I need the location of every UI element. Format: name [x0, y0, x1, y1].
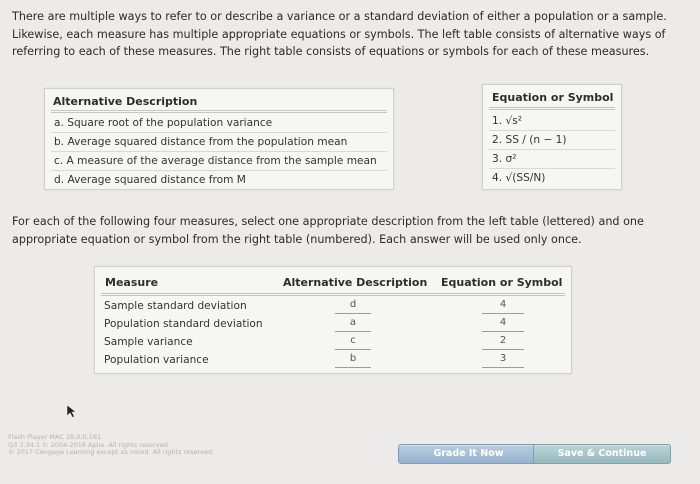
- answer-header-alt: Alternative Description: [283, 276, 428, 289]
- answer-eq-select[interactable]: 3: [482, 351, 524, 368]
- eq-item-1: 1. √s²: [489, 112, 615, 131]
- answer-alt-select[interactable]: b: [335, 351, 371, 368]
- alt-table-divider: [51, 110, 387, 113]
- grade-it-now-button[interactable]: Grade It Now: [398, 444, 539, 464]
- answer-measure-label: Sample standard deviation: [104, 300, 247, 312]
- answer-header-measure: Measure: [105, 276, 159, 289]
- eq-item-4: 4. √(SS/N): [492, 172, 546, 184]
- alternative-description-table: [44, 88, 394, 190]
- alt-table-header: Alternative Description: [53, 95, 198, 108]
- answer-alt-select[interactable]: d: [335, 297, 371, 314]
- alt-item-a: a. Square root of the population variance: [51, 114, 387, 133]
- intro-text: There are multiple ways to refer to or describe a variance or a standard deviation of either a population or a sample. Likewise, each measure has multiple appropriate equations or symbols. The left table consists of alternative ways of referring to each of these measures. The right table consists of equations or symbols for each of these measures.: [12, 10, 667, 58]
- footer-line: Q3 3.34.1 © 2004-2016 Aplia. All rights reserved.: [8, 440, 170, 449]
- eq-table-list: [489, 112, 615, 187]
- answer-alt-select[interactable]: a: [335, 315, 371, 332]
- answer-eq-select[interactable]: 2: [482, 333, 524, 350]
- answer-measure-label: Population variance: [104, 354, 209, 366]
- copyright-footer: [8, 434, 278, 457]
- instructions-text: For each of the following four measures, select one appropriate description from the left table (lettered) and one appropriate equation or symbol from the right table (numbered). Each answer will be used only once.: [12, 215, 644, 246]
- alt-item-b: b. Average squared distance from the population mean: [51, 133, 387, 152]
- answer-alt-select[interactable]: c: [335, 333, 371, 350]
- answer-row: [101, 351, 565, 369]
- eq-item-3: 3. σ²: [489, 150, 615, 169]
- answer-header-eq: Equation or Symbol: [441, 276, 563, 289]
- alt-item-d: d. Average squared distance from M: [54, 174, 246, 186]
- footer-line: © 2017 Cengage Learning except as noted. All rights reserved.: [8, 448, 215, 456]
- answer-table: [94, 266, 572, 374]
- answer-eq-select[interactable]: 4: [482, 297, 524, 314]
- answer-row: [101, 297, 565, 315]
- eq-table-header: Equation or Symbol: [492, 91, 614, 104]
- answer-row: [101, 315, 565, 333]
- mouse-pointer-icon: [66, 404, 78, 418]
- eq-table-divider: [489, 107, 615, 110]
- save-and-continue-button[interactable]: Save & Continue: [533, 444, 671, 464]
- answer-table-divider: [101, 293, 565, 296]
- eq-item-2: 2. SS / (n − 1): [489, 131, 615, 150]
- answer-measure-label: Sample variance: [104, 336, 193, 348]
- equation-symbol-table: [482, 84, 622, 190]
- answer-eq-select[interactable]: 4: [482, 315, 524, 332]
- alt-table-list: [51, 114, 387, 189]
- answer-row: [101, 333, 565, 351]
- answer-measure-label: Population standard deviation: [104, 318, 263, 330]
- footer-line: Flash Player MAC 28,0,0,161: [8, 433, 102, 441]
- alt-item-c: c. A measure of the average distance from the sample mean: [51, 152, 387, 171]
